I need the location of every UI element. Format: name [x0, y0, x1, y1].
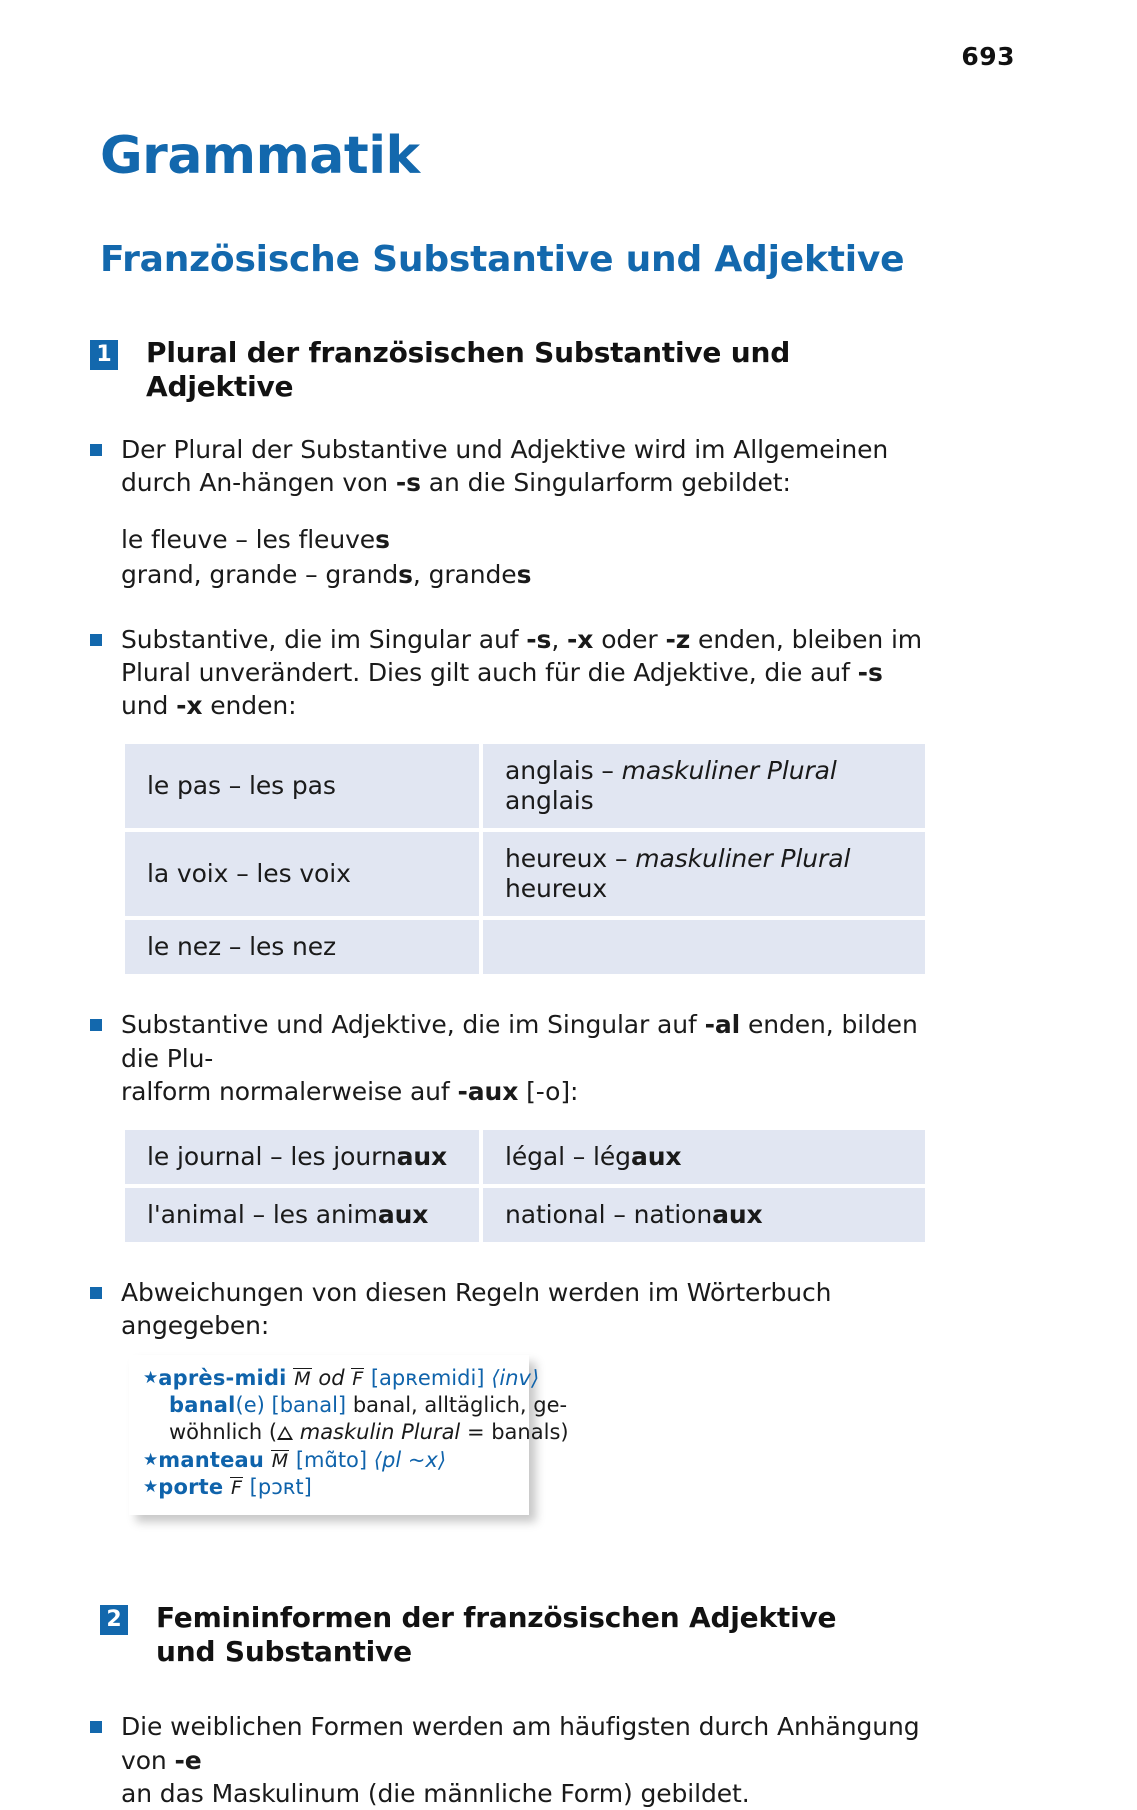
cell-seg-bold: aux — [377, 1200, 429, 1230]
example-line: le fleuve – les fleuves — [121, 524, 390, 554]
dict-headword: manteau — [158, 1447, 265, 1472]
dict-ipa: [pɔʀt] — [249, 1474, 312, 1499]
table-s-x-z — [121, 740, 929, 978]
dict-grammar-label: ⟨inv⟩ — [491, 1365, 540, 1390]
dict-headword: banal — [169, 1392, 236, 1417]
dict-headword: porte — [158, 1474, 224, 1499]
gender-marker-f: F — [231, 1476, 242, 1499]
dict-ipa: [apʀemidi] — [370, 1365, 485, 1390]
table-row — [125, 832, 925, 916]
table-cell-right — [483, 1188, 925, 1242]
section-number-badge-1: 1 — [90, 340, 118, 370]
bullet-text — [121, 433, 930, 593]
dict-entry-manteau — [143, 1447, 513, 1474]
bullet-square-icon — [90, 444, 102, 456]
table-cell-left: le nez – les nez — [125, 920, 479, 974]
cell-seg-italic: maskuliner Plural — [635, 844, 851, 874]
cell-seg-italic: maskuliner Plural — [621, 756, 837, 786]
dict-entry-banal-cont — [143, 1419, 569, 1446]
star-icon: ★ — [143, 1476, 159, 1497]
dict-translation: banal, alltäglich, ge- — [352, 1392, 568, 1417]
bullet-square-icon — [90, 634, 102, 646]
bullet-item — [90, 1710, 930, 1810]
dict-entry-porte — [143, 1474, 513, 1501]
page-number: 693 — [961, 42, 1015, 71]
table-row — [125, 1188, 925, 1242]
cell-seg-bold: aux — [712, 1200, 763, 1230]
table-cell-right-empty — [483, 920, 925, 974]
dict-headword: après-midi — [158, 1365, 287, 1390]
bullet-text-seg: Der Plural der Substantive und Adjektive wird im Allgemeinen durch An-hängen von — [121, 435, 889, 498]
cell-seg: national – nation — [505, 1200, 713, 1230]
bullet-text: Substantive, die im Singular auf -s, -x oder -z enden, bleiben im Plural unverändert. Dies gilt auch für die Adjektive, die auf -s und -x enden: — [121, 624, 923, 721]
gender-marker-f: F — [352, 1367, 364, 1390]
table-cell-left — [125, 1130, 479, 1184]
cell-seg-tail: anglais — [505, 786, 594, 816]
bullet-text: Substantive und Adjektive, die im Singular auf -al enden, bilden die Plu- ralform normalerweise auf -aux [-o]: — [121, 1010, 918, 1106]
table-cell-right — [483, 744, 925, 828]
dictionary-excerpt-card — [129, 1355, 569, 1515]
cell-seg: heureux – — [505, 844, 636, 874]
page-content — [96, 0, 930, 1810]
cell-seg-tail: heureux — [505, 874, 608, 904]
example-lines — [121, 522, 930, 593]
bullet-square-icon — [90, 1721, 102, 1733]
dict-warning-tail: = banals) — [460, 1420, 569, 1445]
bullet-square-icon — [90, 1019, 102, 1031]
table-cell-right — [483, 1130, 925, 1184]
warning-triangle-icon — [277, 1426, 293, 1440]
bullet-square-icon — [90, 1287, 102, 1299]
dict-grammar-label: ⟨pl ~x⟩ — [373, 1447, 447, 1472]
section-number-badge-2: 2 — [100, 1605, 128, 1635]
dict-conj: od — [318, 1365, 345, 1390]
bullet-text: Abweichungen von diesen Regeln werden im Wörterbuch angegeben: — [121, 1278, 832, 1341]
table-body — [125, 1130, 925, 1242]
table-cell-right — [483, 832, 925, 916]
table-body — [125, 744, 925, 974]
bullet-text-emph: -s — [395, 468, 421, 498]
cell-seg-bold: aux — [396, 1142, 448, 1172]
gender-marker-m: M — [294, 1367, 311, 1390]
dict-entry-apres-midi — [143, 1365, 540, 1392]
bullet-item — [90, 433, 930, 593]
dict-ipa: [banal] — [271, 1392, 347, 1417]
example-line: grand, grande – grands, grandes — [121, 560, 532, 590]
star-icon: ★ — [143, 1449, 159, 1470]
dict-entry-banal — [143, 1392, 568, 1419]
star-icon: ★ — [143, 1367, 159, 1388]
bullet-item — [90, 1008, 930, 1108]
table-al-aux — [121, 1126, 929, 1246]
bullet-item — [90, 1276, 930, 1343]
section-2-heading-line1: Femininformen der französischen Adjektive — [156, 1601, 837, 1635]
bullet-text-seg-2: an die Singularform gebildet: — [420, 468, 791, 498]
cell-seg: le journal – les journ — [147, 1142, 397, 1172]
cell-seg: anglais – — [505, 756, 622, 786]
dict-ipa: [mɑ̃to] — [295, 1447, 368, 1472]
section-1-heading — [90, 336, 930, 403]
page-title: Grammatik — [100, 126, 420, 186]
section-1-heading-text: Plural der französischen Substantive und Adjektive — [146, 336, 791, 403]
table-cell-left: le pas – les pas — [125, 744, 479, 828]
cell-seg-bold: aux — [630, 1142, 682, 1172]
table-row — [125, 1130, 925, 1184]
dict-warning-note: maskulin Plural — [299, 1420, 461, 1445]
dict-headword-paren: (e) — [235, 1392, 265, 1417]
section-2-heading — [100, 1601, 930, 1668]
bullet-text: Die weiblichen Formen werden am häufigsten durch Anhängung von -e an das Maskulinum (die männliche Form) gebildet. — [121, 1712, 920, 1808]
table-row — [125, 744, 925, 828]
section-2-heading-line2: und Substantive — [156, 1634, 412, 1668]
cell-seg: l'animal – les anim — [147, 1200, 378, 1230]
dictionary-excerpt-card-wrap — [129, 1355, 569, 1515]
bullet-item — [90, 623, 930, 723]
table-cell-left: la voix – les voix — [125, 832, 479, 916]
table-row — [125, 920, 925, 974]
section-2-heading-text — [156, 1601, 836, 1668]
gender-marker-m: M — [271, 1449, 289, 1472]
section-subtitle: Französische Substantive und Adjektive — [100, 239, 905, 280]
dict-translation-cont: wöhnlich ( — [169, 1420, 278, 1445]
cell-seg: légal – lég — [505, 1142, 631, 1172]
table-cell-left — [125, 1188, 479, 1242]
